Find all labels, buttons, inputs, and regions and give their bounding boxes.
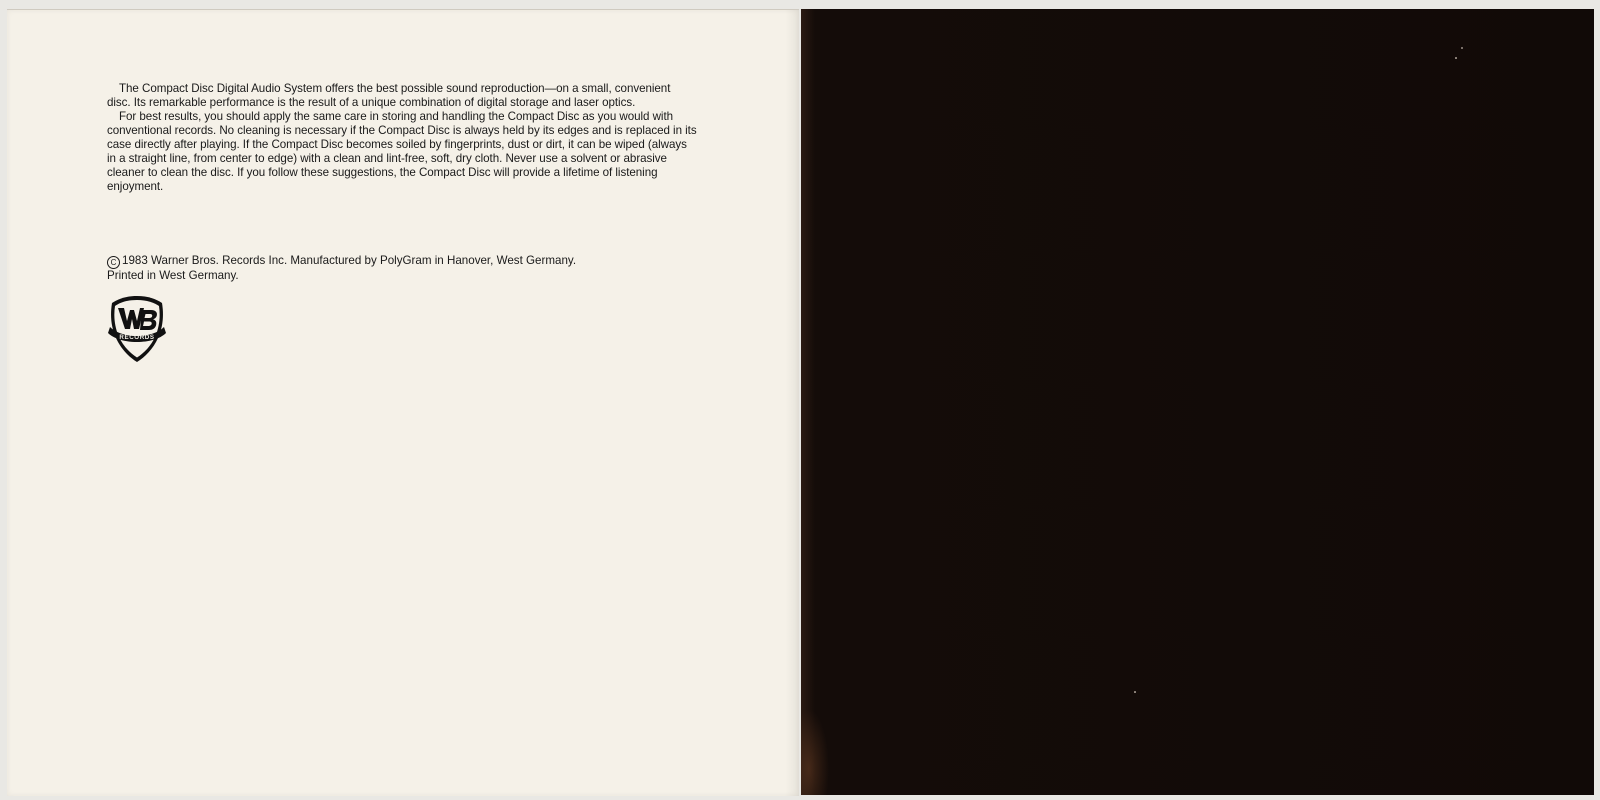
left-page — [7, 9, 799, 796]
dust-speck — [1455, 57, 1457, 59]
paragraph-intro: The Compact Disc Digital Audio System offers the best possible sound reproduction—on a small, convenient disc. Its remarkable performance is the result of a unique combination of digital storage and laser optics. — [107, 82, 671, 109]
copyright-line-1 — [107, 254, 707, 269]
paragraph-care: For best results, you should apply the same care in storing and handling the Compact Disc as you would with conventional records. No cleaning is necessary if the Compact Disc is always held by its edges and is replaced in its case directly after playing. If the Compact Disc becomes soiled by fingerprints, dust or dirt, it can be wiped (always in a straight line, from center to edge) with a clean and lint-free, soft, dry cloth. Never use a solvent or abrasive cleaner to clean the disc. If you follow these suggestions, the Compact Disc will provide a lifetime of listening enjoyment. — [107, 110, 697, 193]
dust-speck — [1461, 47, 1463, 49]
logo-banner-text: RECORDS — [119, 334, 155, 341]
dust-speck — [1134, 691, 1136, 693]
right-page-black — [801, 9, 1594, 795]
wb-records-shield-logo-icon — [104, 293, 170, 365]
copyright-notice — [107, 254, 707, 283]
body-text — [107, 82, 697, 194]
copyright-text: 1983 Warner Bros. Records Inc. Manufactured by PolyGram in Hanover, West Germany. — [122, 254, 577, 267]
copyright-symbol: C — [107, 256, 120, 269]
copyright-line-2: Printed in West Germany. — [107, 269, 239, 282]
